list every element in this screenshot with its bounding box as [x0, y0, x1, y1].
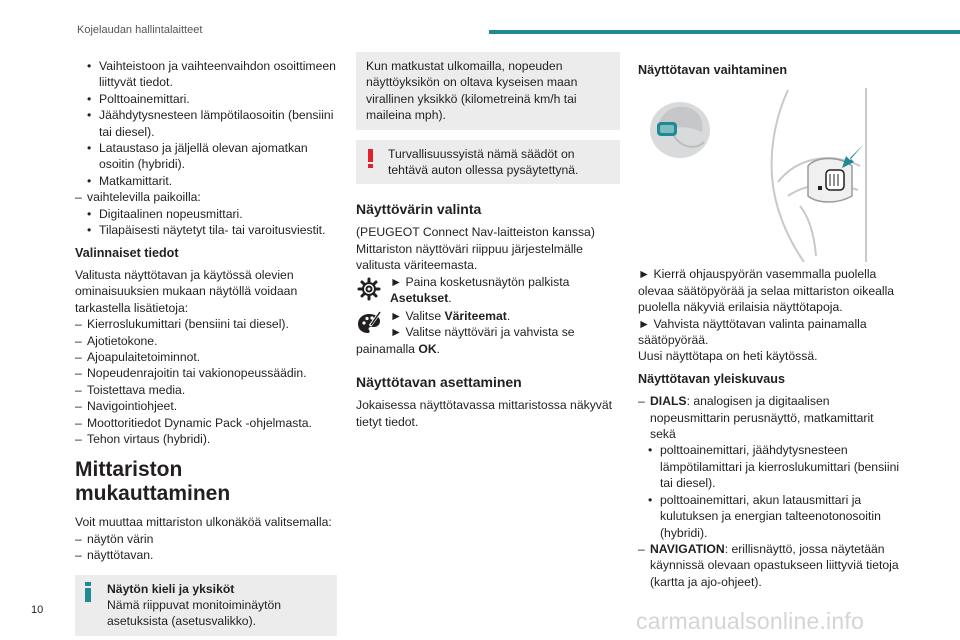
watermark: carmanualsonline.info	[636, 608, 864, 634]
step-text: .	[506, 309, 511, 324]
section-title: Mittariston mukauttaminen	[75, 458, 231, 506]
navigation-label: NAVIGATION	[650, 541, 725, 556]
dials-item	[638, 393, 902, 442]
info-icon	[84, 582, 92, 602]
step-bold: Väriteemat	[444, 309, 507, 324]
units-note-text: Kun matkustat ulkomailla, nopeuden näyttöyksikön on oltava kyseisen maan virallinen yksikkö (kilometreinä km/h tai maileina mph).	[366, 59, 578, 123]
column-middle	[356, 52, 620, 430]
navigation-item	[638, 541, 902, 590]
step-text: ► Valitse	[390, 309, 442, 324]
instruction-1: ► Kierrä ohjauspyörän vasemmalla puolella olevaa säätöpyörää ja selaa mittariston oikealla puolella näkyviä erilaisia näyttötapoja.	[638, 267, 895, 315]
change-heading: Näyttötavan vaihtaminen	[638, 63, 788, 77]
units-note	[356, 52, 620, 130]
setting-text: Jokaisessa näyttötavassa mittaristossa näkyvät tietyt tiedot.	[356, 398, 613, 429]
color-intro: (PEUGEOT Connect Nav-laitteiston kanssa) Mittariston näyttöväri riippuu järjestelmälle valitusta väriteemasta.	[356, 225, 595, 273]
instruction-3: Uusi näyttötapa on heti käytössä.	[638, 349, 818, 364]
header-title: Kojelaudan hallintalaitteet	[77, 24, 203, 36]
step-text: ► Valitse näyttöväri ja vahvista se painamalla	[356, 325, 575, 356]
color-theme-step	[356, 308, 620, 336]
list-item: – Toistettava media.	[75, 382, 337, 398]
list-item: • Lataustaso ja jäljellä olevan ajomatkan osoitin (hybridi).	[75, 140, 337, 173]
list-item: • Tilapäisesti näytetyt tila- tai varoitusviestit.	[75, 222, 337, 238]
navigation-text: : erillisnäyttö, jossa näytetään käynnissä olevaan opastukseen liittyviä tietoja (kartta ja ajo-ohjeet).	[650, 541, 899, 589]
page-number: 10	[31, 604, 44, 616]
list-item: – Moottoritiedot Dynamic Pack -ohjelmasta.	[75, 415, 337, 431]
step-text: .	[448, 291, 452, 306]
list-item: • Vaihteistoon ja vaihteenvaihdon osoittimeen liittyvät tiedot.	[75, 58, 337, 91]
info-note	[75, 575, 337, 636]
setting-heading: Näyttötavan asettaminen	[356, 374, 522, 391]
warning-note	[356, 140, 620, 185]
column-left	[75, 58, 337, 636]
info-note-text: Nämä riippuvat monitoiminäytön asetuksista (asetusvalikko).	[107, 597, 282, 629]
optional-info-heading: Valinnaiset tiedot	[75, 246, 179, 261]
dials-text: : analogisen ja digitaalisen nopeusmittarin perusnäyttö, matkamittarit sekä	[650, 394, 874, 442]
step-bold: OK	[418, 341, 437, 356]
warning-icon	[368, 149, 374, 168]
optional-info-intro: Valitusta näyttötavan ja käytössä olevien ominaisuuksien mukaan näytöllä voidaan tarkastella lisätietoja:	[75, 267, 298, 315]
step-text: .	[436, 341, 441, 356]
list-item: – näytön värin	[75, 531, 337, 547]
list-item: – Nopeudenrajoitin tai vakionopeussäädin.	[75, 365, 337, 381]
list-item: • Polttoainemittari.	[75, 91, 337, 107]
list-item: – Ajotietokone.	[75, 333, 337, 349]
list-item: – Navigointiohjeet.	[75, 398, 337, 414]
list-item: • polttoainemittari, akun latausmittari ja kulutuksen ja energian talteenotonosoitin (hybridi).	[638, 492, 902, 541]
header-accent-bar	[489, 30, 960, 34]
list-item: – Ajoapulaitetoiminnot.	[75, 349, 337, 365]
gear-icon	[356, 276, 382, 302]
list-item: • Matkamittarit.	[75, 173, 337, 189]
list-item: – vaihtelevilla paikoilla:	[75, 189, 337, 205]
steering-wheel-illustration	[638, 86, 902, 262]
list-item: – Kierroslukumittari (bensiini tai diesel).	[75, 316, 337, 332]
color-heading: Näyttövärin valinta	[356, 201, 482, 218]
section-intro: Voit muuttaa mittariston ulkonäköä valitsemalla:	[75, 515, 332, 530]
palette-icon	[356, 310, 382, 336]
list-item: • Jäähdytysnesteen lämpötilaosoitin (bensiini tai diesel).	[75, 107, 337, 140]
info-note-title: Näytön kieli ja yksiköt	[107, 581, 235, 596]
settings-step	[356, 274, 620, 307]
overview-heading: Näyttötavan yleiskuvaus	[638, 371, 785, 386]
instruction-2: ► Vahvista näyttötavan valinta painamalla säätöpyörää.	[638, 316, 867, 348]
warning-note-text: Turvallisuussyistä nämä säädöt on tehtävä auton ollessa pysäytettynä.	[388, 146, 579, 178]
step-bold: Asetukset	[390, 291, 449, 306]
list-item: • polttoainemittari, jäähdytysnesteen lämpötilamittari ja kierroslukumittari (bensiini tai diesel).	[638, 442, 902, 491]
list-item: • Digitaalinen nopeusmittari.	[75, 206, 337, 222]
list-item: – Tehon virtaus (hybridi).	[75, 431, 337, 447]
dials-label: DIALS	[650, 394, 687, 409]
column-right	[638, 58, 902, 590]
list-item: – näyttötavan.	[75, 547, 337, 563]
step-text: ► Paina kosketusnäytön palkista	[390, 274, 570, 289]
